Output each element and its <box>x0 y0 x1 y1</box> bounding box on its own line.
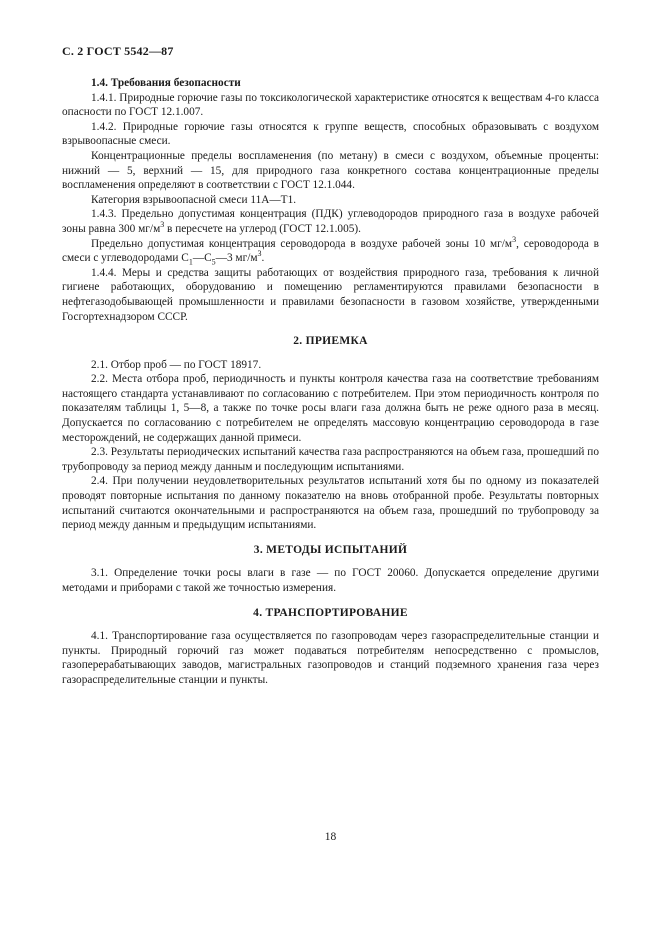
paragraph-1-4-1: 1.4.1. Природные горючие газы по токсикологической характеристике относятся к веществам 4-го класса опасности по ГОСТ 12.1.007. <box>62 91 599 119</box>
document-body <box>62 76 599 688</box>
paragraph-4-1: 4.1. Транспортирование газа осуществляется по газопроводам через газораспределительные станции и пункты. Природный горючий газ может подаваться потребителям непосредственно с промыслов, газоперерабатывающих заводов, магистральных газопроводов и станций подземного хранения газа через газораспределительные станции и пункты. <box>62 630 599 686</box>
superscript: 3 <box>512 234 517 244</box>
paragraph-explosive-category: Категория взрывоопасной смеси 11А—Т1. <box>91 193 297 206</box>
subscript: 1 <box>188 257 193 267</box>
text-segment: , сероводорода в смеси с углеводородами С <box>62 237 599 265</box>
paragraph-1-4-2: 1.4.2. Природные горючие газы относятся к группе веществ, способных образовывать с воздухом взрывоопасные смеси. <box>62 120 599 148</box>
text-segment: —С <box>192 252 212 265</box>
paragraph-h2s-limit <box>62 234 599 267</box>
superscript: 3 <box>160 220 165 230</box>
subscript: 5 <box>211 257 216 267</box>
paragraph-1-4-3 <box>62 207 599 236</box>
paragraph-2-2: 2.2. Места отбора проб, периодичность и пункты контроля качества газа на соответствие требованиям настоящего стандарта устанавливают по согласованию с потребителем. При этом периодичность контроля по показателям таблицы 1, 5—8, а также по точке росы влаги газа должна быть не реже одного раза в месяц. Допускается по согласованию с потребителем не определять массовую концентрацию сероводорода в газе месторождений, не содержащих данной примеси. <box>62 373 599 444</box>
superscript: 3 <box>257 249 262 259</box>
paragraph-2-1: 2.1. Отбор проб — по ГОСТ 18917. <box>91 358 262 371</box>
paragraph-1-4-4: 1.4.4. Меры и средства защиты работающих от воздействия природного газа, требования к личной гигиене работающих, оборудованию и помещению регламентируются правилами безопасности в нефтегазодобывающей промышленности и правилами безопасности в газовом хозяйстве, утвержденными Госгортехнадзором СССР. <box>62 266 599 323</box>
page-header: С. 2 ГОСТ 5542—87 <box>62 44 174 58</box>
paragraph-ignition-limits: Концентрационные пределы воспламенения (по метану) в смеси с воздухом, объемные проценты: нижний — 5, верхний — 15, для природного газа конкретного состава концентрационные пределы воспламенения определяют в соответствии с ГОСТ 12.1.044. <box>62 149 599 192</box>
text-segment: —3 мг/м <box>215 252 258 265</box>
text-segment: в пересчете на углерод (ГОСТ 12.1.005). <box>164 222 361 235</box>
subsection-heading-safety: 1.4. Требования безопасности <box>91 77 241 89</box>
page-number: 18 <box>324 831 337 843</box>
text-segment: Предельно допустимая концентрация сероводорода в воздухе рабочей зоны 10 мг/м <box>91 237 513 250</box>
text-segment: 1.4.3. Предельно допустимая концентрация (ПДК) углеводородов природного газа в воздухе рабочей зоны равна 300 мг/м <box>62 208 599 235</box>
section-heading-test-methods: 3. МЕТОДЫ ИСПЫТАНИЙ <box>253 543 408 556</box>
text-segment: . <box>261 252 265 265</box>
paragraph-3-1: 3.1. Определение точки росы влаги в газе — по ГОСТ 20060. Допускается определение другими методами и приборами с такой же точностью измерения. <box>62 567 599 594</box>
paragraph-2-4: 2.4. При получении неудовлетворительных результатов испытаний хотя бы по одному из показателей проводят повторные испытания по данному показателю на вновь отобранной пробе. Результаты повторных испытаний считаются окончательными и распространяются на объем газа, прошедший по трубопроводу за период между данным и предыдущим испытаниями. <box>62 475 599 532</box>
section-heading-transportation: 4. ТРАНСПОРТИРОВАНИЕ <box>253 606 408 619</box>
section-heading-acceptance: 2. ПРИЕМКА <box>293 335 368 348</box>
paragraph-2-3: 2.3. Результаты периодических испытаний качества газа распространяются на объем газа, прошедший по трубопроводу за период между данным и последующим испытаниями. <box>62 446 599 473</box>
